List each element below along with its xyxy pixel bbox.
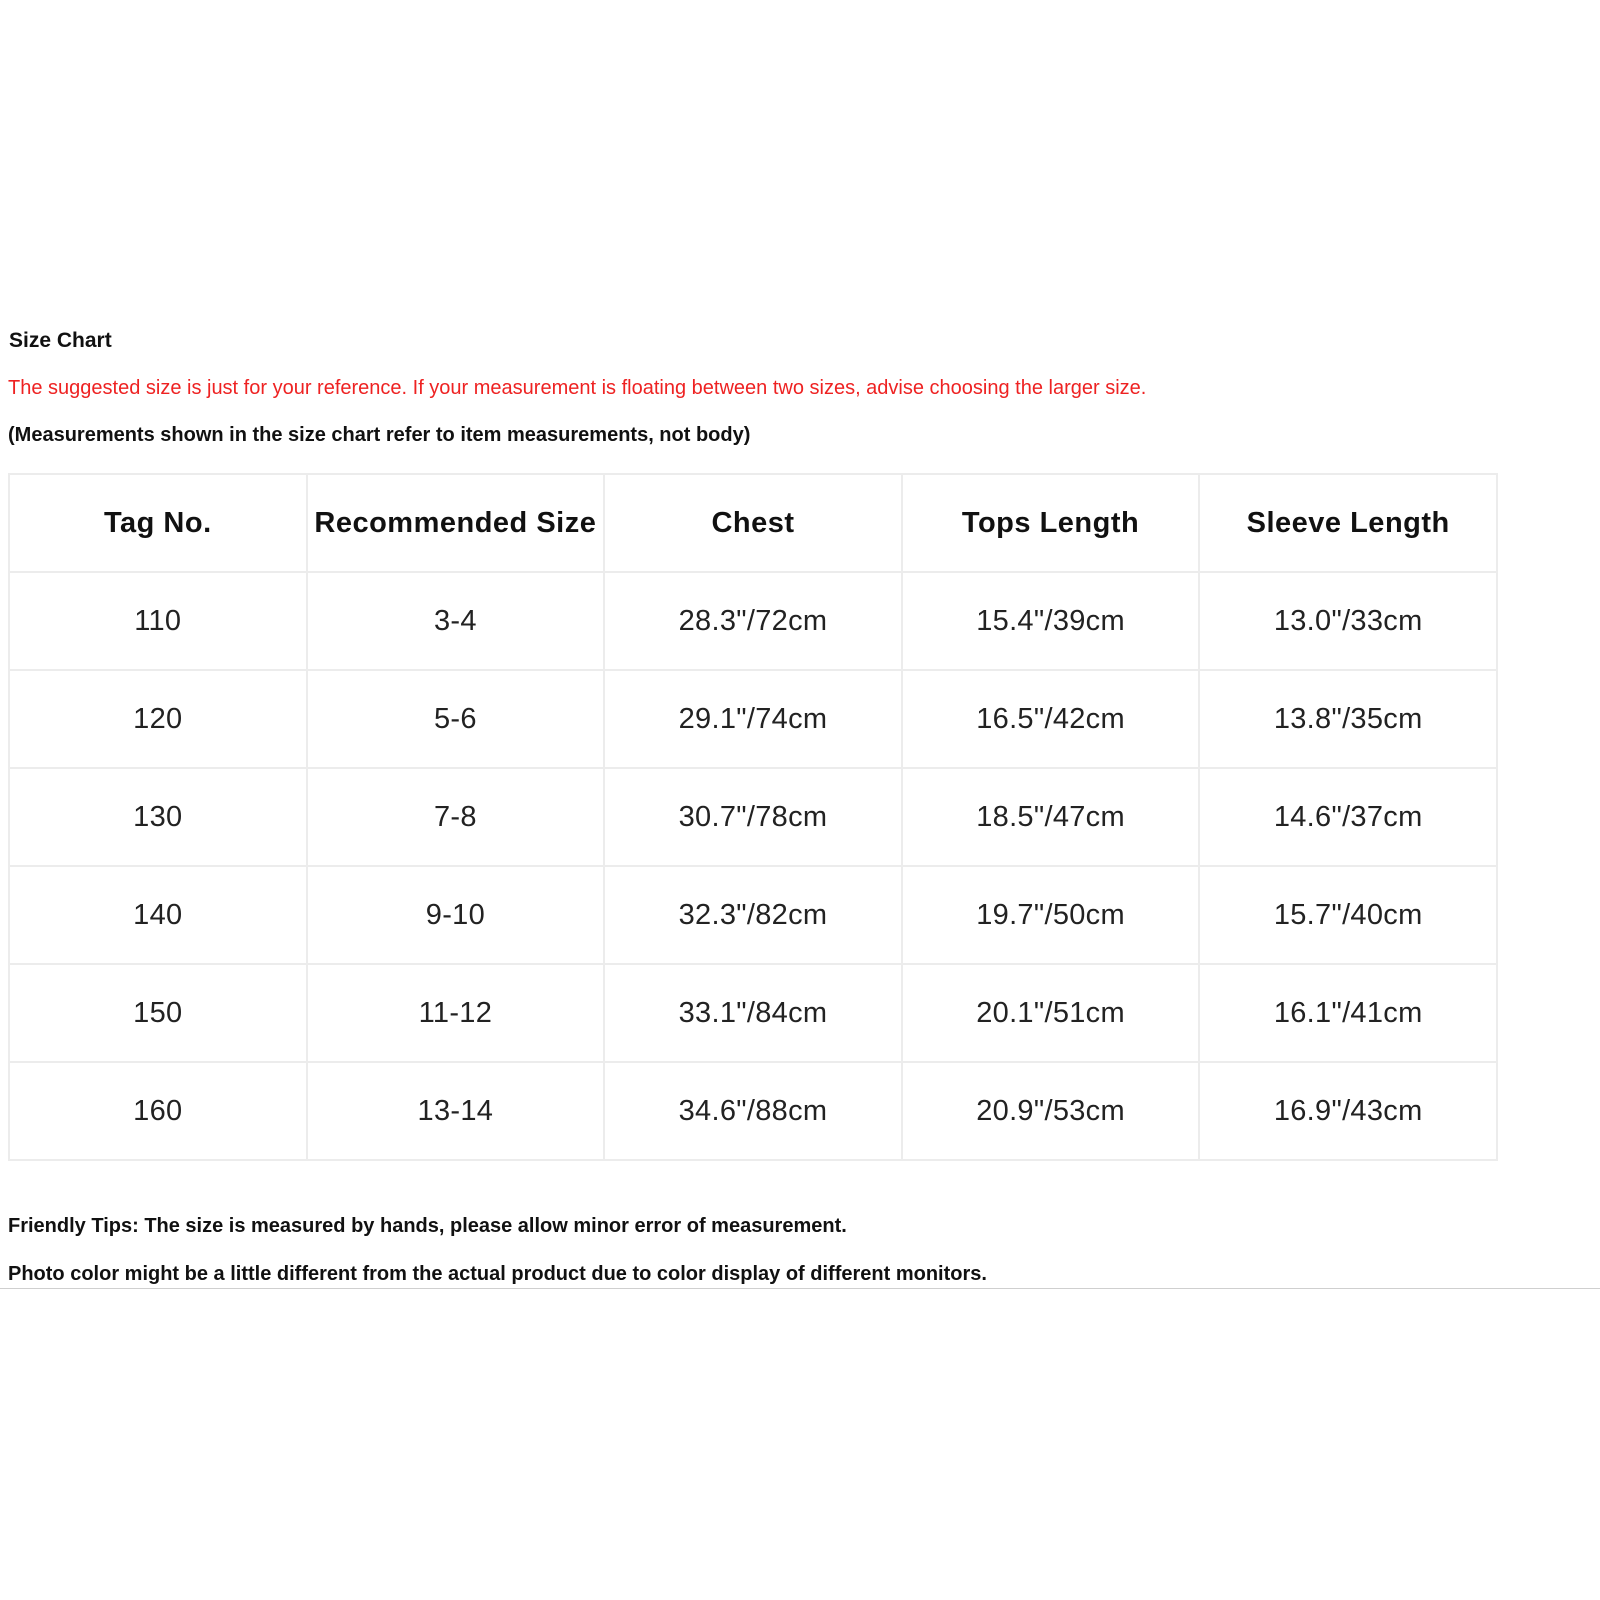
tag-no-cell: 140 <box>9 866 307 964</box>
recommended-size-cell: 9-10 <box>307 866 605 964</box>
sleeve-length-cell: 15.7"/40cm <box>1199 866 1497 964</box>
friendly-tip: Friendly Tips: The size is measured by hands, please allow minor error of measurement. <box>8 1215 847 1237</box>
tag-no-cell: 160 <box>9 1062 307 1160</box>
table-row <box>9 670 1497 768</box>
header-tag-no: Tag No. <box>9 474 307 572</box>
size-chart-title: Size Chart <box>9 329 112 352</box>
sleeve-length-cell: 16.1"/41cm <box>1199 964 1497 1062</box>
chest-cell: 29.1"/74cm <box>604 670 902 768</box>
recommended-size-cell: 5-6 <box>307 670 605 768</box>
recommended-size-cell: 13-14 <box>307 1062 605 1160</box>
table-row <box>9 1062 1497 1160</box>
tag-no-cell: 150 <box>9 964 307 1062</box>
tag-no-cell: 130 <box>9 768 307 866</box>
chest-cell: 30.7"/78cm <box>604 768 902 866</box>
table-row <box>9 866 1497 964</box>
table-row <box>9 964 1497 1062</box>
chest-cell: 28.3"/72cm <box>604 572 902 670</box>
tag-no-cell: 110 <box>9 572 307 670</box>
recommended-size-cell: 11-12 <box>307 964 605 1062</box>
tops-length-cell: 18.5"/47cm <box>902 768 1200 866</box>
header-recommended-size: Recommended Size <box>307 474 605 572</box>
chest-cell: 34.6"/88cm <box>604 1062 902 1160</box>
sleeve-length-cell: 13.0"/33cm <box>1199 572 1497 670</box>
size-table <box>8 473 1498 1161</box>
sleeve-length-cell: 13.8"/35cm <box>1199 670 1497 768</box>
tops-length-cell: 19.7"/50cm <box>902 866 1200 964</box>
header-sleeve-length: Sleeve Length <box>1199 474 1497 572</box>
divider <box>0 1288 1600 1289</box>
header-tops-length: Tops Length <box>902 474 1200 572</box>
sleeve-length-cell: 16.9"/43cm <box>1199 1062 1497 1160</box>
table-header-row <box>9 474 1497 572</box>
measurement-note: (Measurements shown in the size chart refer to item measurements, not body) <box>8 424 751 446</box>
chest-cell: 33.1"/84cm <box>604 964 902 1062</box>
tops-length-cell: 16.5"/42cm <box>902 670 1200 768</box>
tops-length-cell: 20.9"/53cm <box>902 1062 1200 1160</box>
size-notice: The suggested size is just for your reference. If your measurement is floating between two sizes, advise choosing the larger size. <box>8 377 1147 399</box>
color-disclaimer: Photo color might be a little different from the actual product due to color display of different monitors. <box>8 1263 987 1285</box>
chest-cell: 32.3"/82cm <box>604 866 902 964</box>
tops-length-cell: 15.4"/39cm <box>902 572 1200 670</box>
table-row <box>9 768 1497 866</box>
recommended-size-cell: 7-8 <box>307 768 605 866</box>
tops-length-cell: 20.1"/51cm <box>902 964 1200 1062</box>
tag-no-cell: 120 <box>9 670 307 768</box>
table-row <box>9 572 1497 670</box>
sleeve-length-cell: 14.6"/37cm <box>1199 768 1497 866</box>
header-chest: Chest <box>604 474 902 572</box>
recommended-size-cell: 3-4 <box>307 572 605 670</box>
